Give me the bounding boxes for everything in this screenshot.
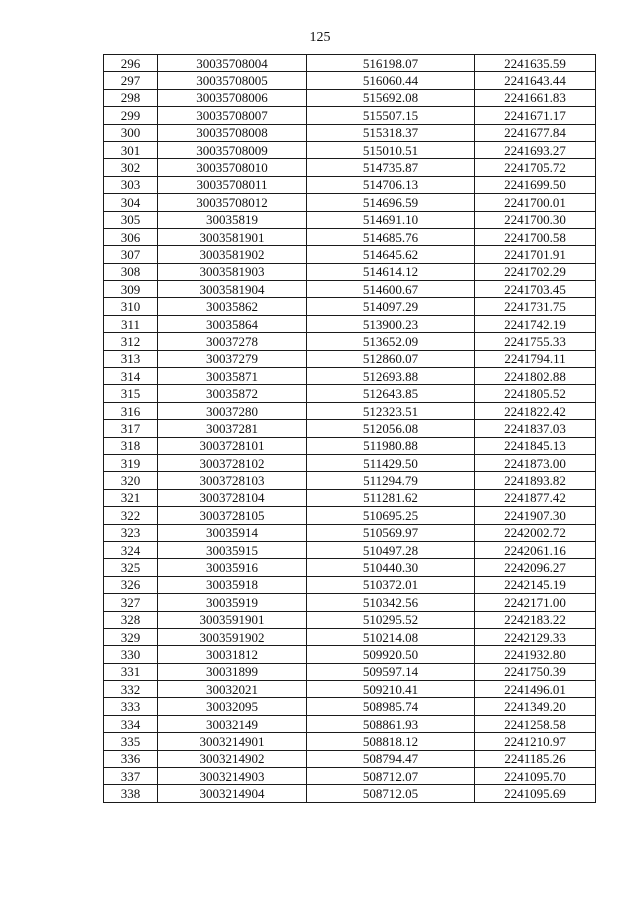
table-row (104, 55, 596, 72)
row-number-cell: 333 (104, 698, 158, 715)
point-id-cell: 3003591901 (158, 611, 307, 628)
table-body (104, 55, 596, 803)
table-row (104, 141, 596, 158)
row-number-cell: 331 (104, 663, 158, 680)
y-coordinate-cell: 2241496.01 (475, 681, 596, 698)
y-coordinate-cell: 2241731.75 (475, 298, 596, 315)
row-number-cell: 330 (104, 646, 158, 663)
y-coordinate-cell: 2241643.44 (475, 72, 596, 89)
y-coordinate-cell: 2241893.82 (475, 472, 596, 489)
point-id-cell: 3003591902 (158, 628, 307, 645)
row-number-cell: 311 (104, 315, 158, 332)
y-coordinate-cell: 2241635.59 (475, 55, 596, 72)
y-coordinate-cell: 2241661.83 (475, 89, 596, 106)
point-id-cell: 30035819 (158, 211, 307, 228)
row-number-cell: 313 (104, 350, 158, 367)
y-coordinate-cell: 2241703.45 (475, 281, 596, 298)
row-number-cell: 315 (104, 385, 158, 402)
row-number-cell: 325 (104, 559, 158, 576)
table-row (104, 107, 596, 124)
row-number-cell: 328 (104, 611, 158, 628)
table-row (104, 350, 596, 367)
point-id-cell: 3003214902 (158, 750, 307, 767)
row-number-cell: 335 (104, 733, 158, 750)
table-row (104, 576, 596, 593)
table-row (104, 489, 596, 506)
y-coordinate-cell: 2241794.11 (475, 350, 596, 367)
y-coordinate-cell: 2241702.29 (475, 263, 596, 280)
table-row (104, 541, 596, 558)
x-coordinate-cell: 510372.01 (307, 576, 475, 593)
row-number-cell: 312 (104, 333, 158, 350)
point-id-cell: 30035916 (158, 559, 307, 576)
row-number-cell: 300 (104, 124, 158, 141)
row-number-cell: 318 (104, 437, 158, 454)
point-id-cell: 30037278 (158, 333, 307, 350)
table-row (104, 594, 596, 611)
row-number-cell: 320 (104, 472, 158, 489)
table-row (104, 733, 596, 750)
x-coordinate-cell: 510342.56 (307, 594, 475, 611)
point-id-cell: 30035919 (158, 594, 307, 611)
table-row (104, 785, 596, 802)
row-number-cell: 329 (104, 628, 158, 645)
x-coordinate-cell: 514097.29 (307, 298, 475, 315)
row-number-cell: 323 (104, 524, 158, 541)
y-coordinate-cell: 2242002.72 (475, 524, 596, 541)
x-coordinate-cell: 512643.85 (307, 385, 475, 402)
table-row (104, 315, 596, 332)
point-id-cell: 3003728104 (158, 489, 307, 506)
x-coordinate-cell: 513900.23 (307, 315, 475, 332)
point-id-cell: 3003581903 (158, 263, 307, 280)
table-row (104, 263, 596, 280)
x-coordinate-cell: 514706.13 (307, 176, 475, 193)
x-coordinate-cell: 512860.07 (307, 350, 475, 367)
x-coordinate-cell: 514691.10 (307, 211, 475, 228)
row-number-cell: 316 (104, 402, 158, 419)
y-coordinate-cell: 2241802.88 (475, 368, 596, 385)
row-number-cell: 332 (104, 681, 158, 698)
y-coordinate-cell: 2241349.20 (475, 698, 596, 715)
x-coordinate-cell: 514645.62 (307, 246, 475, 263)
x-coordinate-cell: 512056.08 (307, 420, 475, 437)
y-coordinate-cell: 2241822.42 (475, 402, 596, 419)
x-coordinate-cell: 510695.25 (307, 507, 475, 524)
row-number-cell: 296 (104, 55, 158, 72)
y-coordinate-cell: 2241873.00 (475, 454, 596, 471)
y-coordinate-cell: 2241185.26 (475, 750, 596, 767)
table-row (104, 281, 596, 298)
point-id-cell: 30032021 (158, 681, 307, 698)
point-id-cell: 3003214903 (158, 768, 307, 785)
row-number-cell: 304 (104, 194, 158, 211)
y-coordinate-cell: 2241258.58 (475, 715, 596, 732)
x-coordinate-cell: 515692.08 (307, 89, 475, 106)
y-coordinate-cell: 2241210.97 (475, 733, 596, 750)
point-id-cell: 30032095 (158, 698, 307, 715)
page-number: 125 (309, 30, 331, 45)
table-row (104, 159, 596, 176)
y-coordinate-cell: 2241877.42 (475, 489, 596, 506)
x-coordinate-cell: 508818.12 (307, 733, 475, 750)
x-coordinate-cell: 508794.47 (307, 750, 475, 767)
coordinates-table (103, 54, 596, 803)
table-row (104, 176, 596, 193)
x-coordinate-cell: 509597.14 (307, 663, 475, 680)
row-number-cell: 319 (104, 454, 158, 471)
point-id-cell: 30035708012 (158, 194, 307, 211)
row-number-cell: 301 (104, 141, 158, 158)
row-number-cell: 297 (104, 72, 158, 89)
row-number-cell: 305 (104, 211, 158, 228)
row-number-cell: 321 (104, 489, 158, 506)
table-row (104, 89, 596, 106)
point-id-cell: 3003214901 (158, 733, 307, 750)
x-coordinate-cell: 508712.07 (307, 768, 475, 785)
x-coordinate-cell: 515507.15 (307, 107, 475, 124)
row-number-cell: 317 (104, 420, 158, 437)
point-id-cell: 3003581902 (158, 246, 307, 263)
y-coordinate-cell: 2241932.80 (475, 646, 596, 663)
x-coordinate-cell: 516060.44 (307, 72, 475, 89)
row-number-cell: 303 (104, 176, 158, 193)
x-coordinate-cell: 511294.79 (307, 472, 475, 489)
y-coordinate-cell: 2241701.91 (475, 246, 596, 263)
table-row (104, 72, 596, 89)
x-coordinate-cell: 508712.05 (307, 785, 475, 802)
table-row (104, 628, 596, 645)
y-coordinate-cell: 2242096.27 (475, 559, 596, 576)
point-id-cell: 3003581901 (158, 228, 307, 245)
row-number-cell: 308 (104, 263, 158, 280)
x-coordinate-cell: 513652.09 (307, 333, 475, 350)
x-coordinate-cell: 508985.74 (307, 698, 475, 715)
y-coordinate-cell: 2241095.69 (475, 785, 596, 802)
table-row (104, 611, 596, 628)
table-row (104, 768, 596, 785)
row-number-cell: 322 (104, 507, 158, 524)
x-coordinate-cell: 514614.12 (307, 263, 475, 280)
row-number-cell: 334 (104, 715, 158, 732)
point-id-cell: 30035708011 (158, 176, 307, 193)
row-number-cell: 336 (104, 750, 158, 767)
x-coordinate-cell: 509920.50 (307, 646, 475, 663)
row-number-cell: 327 (104, 594, 158, 611)
y-coordinate-cell: 2241837.03 (475, 420, 596, 437)
point-id-cell: 3003728101 (158, 437, 307, 454)
row-number-cell: 324 (104, 541, 158, 558)
x-coordinate-cell: 512693.88 (307, 368, 475, 385)
x-coordinate-cell: 515010.51 (307, 141, 475, 158)
y-coordinate-cell: 2241742.19 (475, 315, 596, 332)
table-row (104, 559, 596, 576)
row-number-cell: 314 (104, 368, 158, 385)
x-coordinate-cell: 514696.59 (307, 194, 475, 211)
y-coordinate-cell: 2241907.30 (475, 507, 596, 524)
y-coordinate-cell: 2241700.30 (475, 211, 596, 228)
table-row (104, 246, 596, 263)
point-id-cell: 30035708004 (158, 55, 307, 72)
table-row (104, 663, 596, 680)
point-id-cell: 30037281 (158, 420, 307, 437)
x-coordinate-cell: 510214.08 (307, 628, 475, 645)
point-id-cell: 30035918 (158, 576, 307, 593)
row-number-cell: 338 (104, 785, 158, 802)
table-row (104, 124, 596, 141)
y-coordinate-cell: 2241095.70 (475, 768, 596, 785)
x-coordinate-cell: 510569.97 (307, 524, 475, 541)
y-coordinate-cell: 2241750.39 (475, 663, 596, 680)
x-coordinate-cell: 509210.41 (307, 681, 475, 698)
y-coordinate-cell: 2241699.50 (475, 176, 596, 193)
point-id-cell: 30035862 (158, 298, 307, 315)
y-coordinate-cell: 2242145.19 (475, 576, 596, 593)
y-coordinate-cell: 2242171.00 (475, 594, 596, 611)
point-id-cell: 3003214904 (158, 785, 307, 802)
row-number-cell: 298 (104, 89, 158, 106)
y-coordinate-cell: 2242183.22 (475, 611, 596, 628)
point-id-cell: 30035708005 (158, 72, 307, 89)
table-row (104, 507, 596, 524)
table-row (104, 454, 596, 471)
x-coordinate-cell: 511429.50 (307, 454, 475, 471)
x-coordinate-cell: 510440.30 (307, 559, 475, 576)
table-row (104, 298, 596, 315)
table-row (104, 646, 596, 663)
table-row (104, 472, 596, 489)
row-number-cell: 310 (104, 298, 158, 315)
y-coordinate-cell: 2242061.16 (475, 541, 596, 558)
table-row (104, 228, 596, 245)
table-row (104, 698, 596, 715)
y-coordinate-cell: 2241677.84 (475, 124, 596, 141)
table-row (104, 402, 596, 419)
x-coordinate-cell: 510295.52 (307, 611, 475, 628)
point-id-cell: 30031812 (158, 646, 307, 663)
point-id-cell: 30037280 (158, 402, 307, 419)
point-id-cell: 30035708010 (158, 159, 307, 176)
row-number-cell: 299 (104, 107, 158, 124)
table-row (104, 715, 596, 732)
point-id-cell: 30035915 (158, 541, 307, 558)
point-id-cell: 30035864 (158, 315, 307, 332)
y-coordinate-cell: 2241845.13 (475, 437, 596, 454)
table-row (104, 385, 596, 402)
row-number-cell: 326 (104, 576, 158, 593)
point-id-cell: 30035708007 (158, 107, 307, 124)
x-coordinate-cell: 516198.07 (307, 55, 475, 72)
x-coordinate-cell: 515318.37 (307, 124, 475, 141)
y-coordinate-cell: 2241705.72 (475, 159, 596, 176)
point-id-cell: 3003728103 (158, 472, 307, 489)
point-id-cell: 3003728105 (158, 507, 307, 524)
point-id-cell: 30037279 (158, 350, 307, 367)
y-coordinate-cell: 2241805.52 (475, 385, 596, 402)
y-coordinate-cell: 2241671.17 (475, 107, 596, 124)
y-coordinate-cell: 2241693.27 (475, 141, 596, 158)
point-id-cell: 30035914 (158, 524, 307, 541)
x-coordinate-cell: 511281.62 (307, 489, 475, 506)
x-coordinate-cell: 514735.87 (307, 159, 475, 176)
row-number-cell: 302 (104, 159, 158, 176)
x-coordinate-cell: 510497.28 (307, 541, 475, 558)
x-coordinate-cell: 508861.93 (307, 715, 475, 732)
y-coordinate-cell: 2241700.01 (475, 194, 596, 211)
row-number-cell: 307 (104, 246, 158, 263)
point-id-cell: 3003581904 (158, 281, 307, 298)
x-coordinate-cell: 514600.67 (307, 281, 475, 298)
y-coordinate-cell: 2242129.33 (475, 628, 596, 645)
table-row (104, 420, 596, 437)
table-row (104, 750, 596, 767)
point-id-cell: 30035708006 (158, 89, 307, 106)
table-row (104, 524, 596, 541)
x-coordinate-cell: 511980.88 (307, 437, 475, 454)
table-row (104, 681, 596, 698)
point-id-cell: 30035708009 (158, 141, 307, 158)
x-coordinate-cell: 514685.76 (307, 228, 475, 245)
row-number-cell: 337 (104, 768, 158, 785)
row-number-cell: 306 (104, 228, 158, 245)
point-id-cell: 30035708008 (158, 124, 307, 141)
row-number-cell: 309 (104, 281, 158, 298)
y-coordinate-cell: 2241700.58 (475, 228, 596, 245)
point-id-cell: 30031899 (158, 663, 307, 680)
point-id-cell: 30032149 (158, 715, 307, 732)
table-row (104, 368, 596, 385)
x-coordinate-cell: 512323.51 (307, 402, 475, 419)
y-coordinate-cell: 2241755.33 (475, 333, 596, 350)
point-id-cell: 30035871 (158, 368, 307, 385)
point-id-cell: 30035872 (158, 385, 307, 402)
table-row (104, 194, 596, 211)
table-row (104, 437, 596, 454)
point-id-cell: 3003728102 (158, 454, 307, 471)
table-row (104, 211, 596, 228)
table-row (104, 333, 596, 350)
